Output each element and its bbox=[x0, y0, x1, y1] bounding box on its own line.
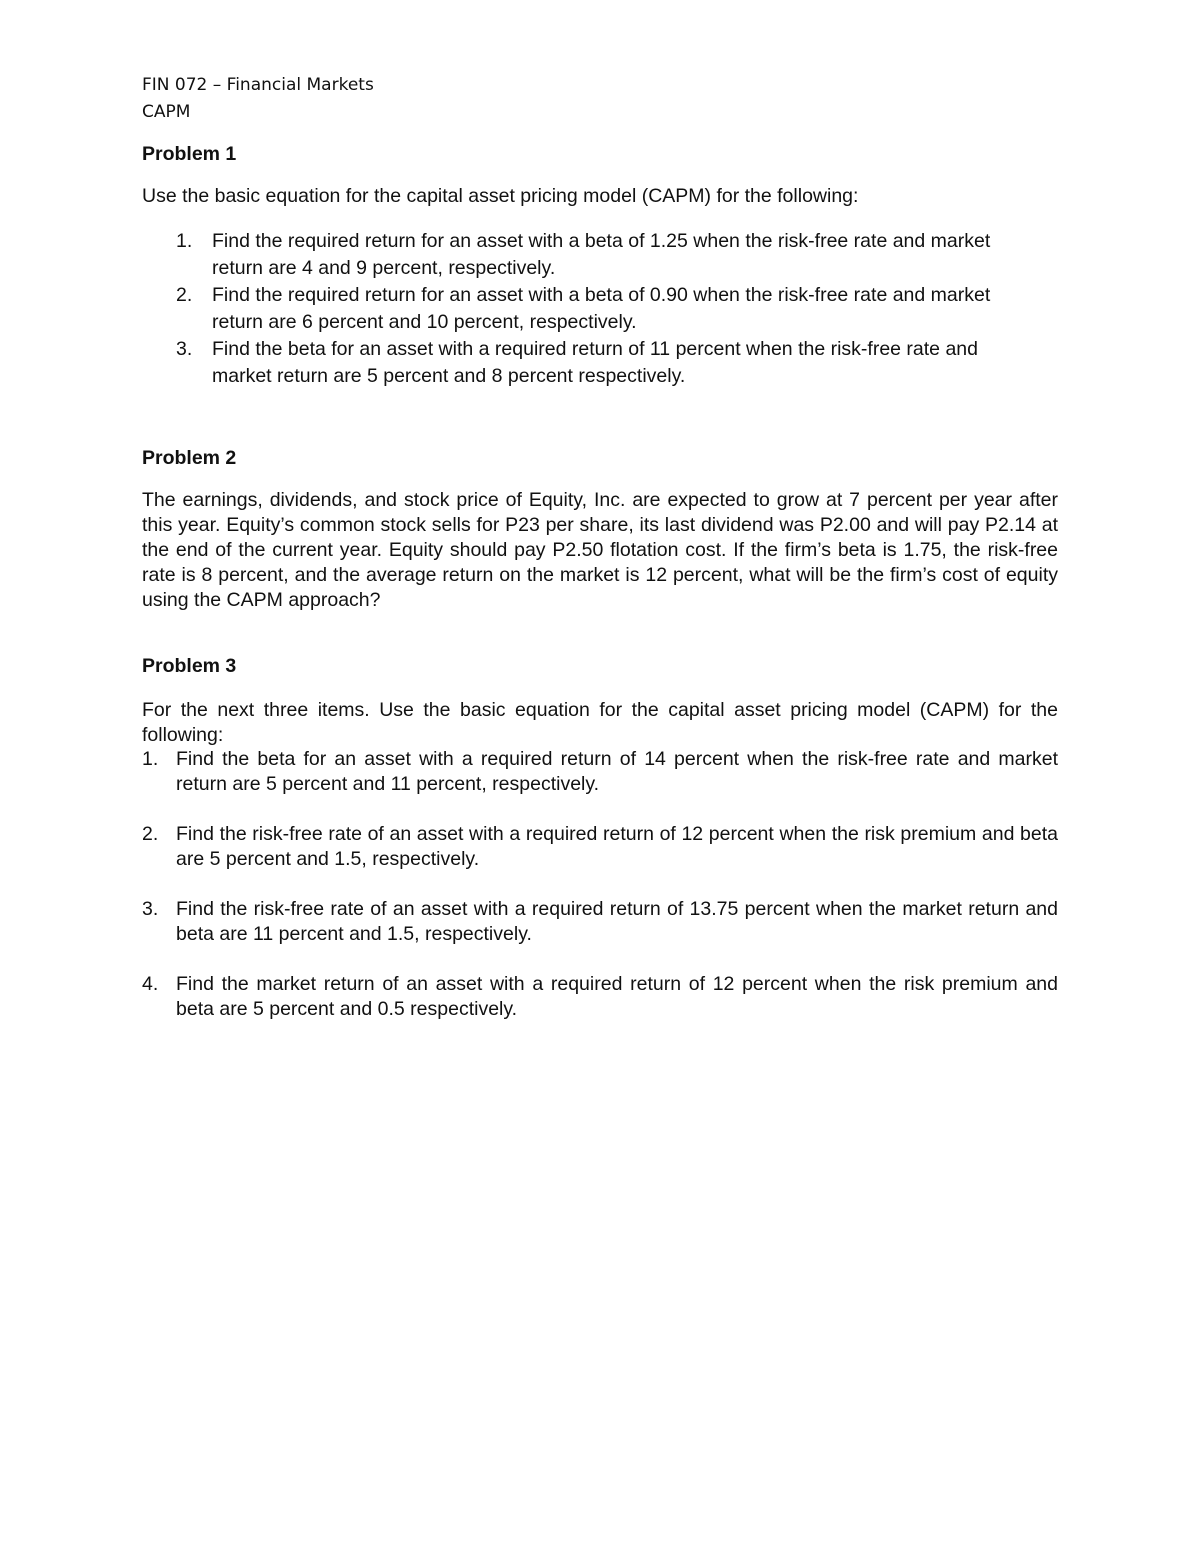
list-item-number: 1. bbox=[176, 230, 193, 252]
list-item-text: Find the risk-free rate of an asset with a required return of 12 percent when the risk premium and beta are 5 percent and 1.5, respectively. bbox=[176, 823, 1058, 870]
list-item-number: 4. bbox=[142, 973, 159, 995]
problem-1-list bbox=[142, 228, 1058, 390]
course-title: FIN 072 – Financial Markets bbox=[142, 75, 374, 95]
problem-3-list bbox=[142, 747, 1058, 1047]
problem-3-heading: Problem 3 bbox=[142, 655, 237, 677]
list-item-text: Find the beta for an asset with a required return of 14 percent when the risk-free rate and market return are 5 percent and 11 percent, respectively. bbox=[176, 748, 1058, 795]
list-item bbox=[142, 282, 1058, 336]
problem-2-heading: Problem 2 bbox=[142, 447, 237, 469]
list-item bbox=[142, 336, 1058, 390]
document-header bbox=[142, 72, 374, 126]
list-item-number: 2. bbox=[176, 284, 193, 306]
list-item bbox=[142, 747, 1058, 797]
list-item-text: Find the required return for an asset with a beta of 0.90 when the risk-free rate and market return are 6 percent and 10 percent, respectively. bbox=[212, 284, 991, 333]
list-item bbox=[142, 822, 1058, 872]
topic-title: CAPM bbox=[142, 102, 191, 122]
list-item-number: 1. bbox=[142, 748, 159, 770]
problem-2-body: The earnings, dividends, and stock price of Equity, Inc. are expected to grow at 7 percent per year after this year. Equity’s common stock sells for P23 per share, its last dividend was P2.00 and will pay P2.14 at the end of the current year. Equity should pay P2.50 flotation cost. If the firm’s beta is 1.75, the risk-free rate is 8 percent, and the average return on the market is 12 percent, what will be the firm’s cost of equity using the CAPM approach? bbox=[142, 489, 1058, 611]
list-item-text: Find the required return for an asset with a beta of 1.25 when the risk-free rate and market return are 4 and 9 percent, respectively. bbox=[212, 230, 991, 279]
problem-1-heading: Problem 1 bbox=[142, 143, 237, 165]
problem-1-intro: Use the basic equation for the capital asset pricing model (CAPM) for the following: bbox=[142, 185, 859, 207]
list-item bbox=[142, 972, 1058, 1022]
list-item bbox=[142, 228, 1058, 282]
list-item-text: Find the beta for an asset with a required return of 11 percent when the risk-free rate and market return are 5 percent and 8 percent respectively. bbox=[212, 338, 978, 387]
list-item-text: Find the risk-free rate of an asset with a required return of 13.75 percent when the market return and beta are 11 percent and 1.5, respectively. bbox=[176, 898, 1058, 945]
list-item-text: Find the market return of an asset with a required return of 12 percent when the risk premium and beta are 5 percent and 0.5 respectively. bbox=[176, 973, 1058, 1020]
list-item-number: 3. bbox=[142, 898, 159, 920]
list-item bbox=[142, 897, 1058, 947]
list-item-number: 3. bbox=[176, 338, 193, 360]
list-item-number: 2. bbox=[142, 823, 159, 845]
problem-3-intro: For the next three items. Use the basic equation for the capital asset pricing model (CAPM) for the following: bbox=[142, 699, 1058, 746]
